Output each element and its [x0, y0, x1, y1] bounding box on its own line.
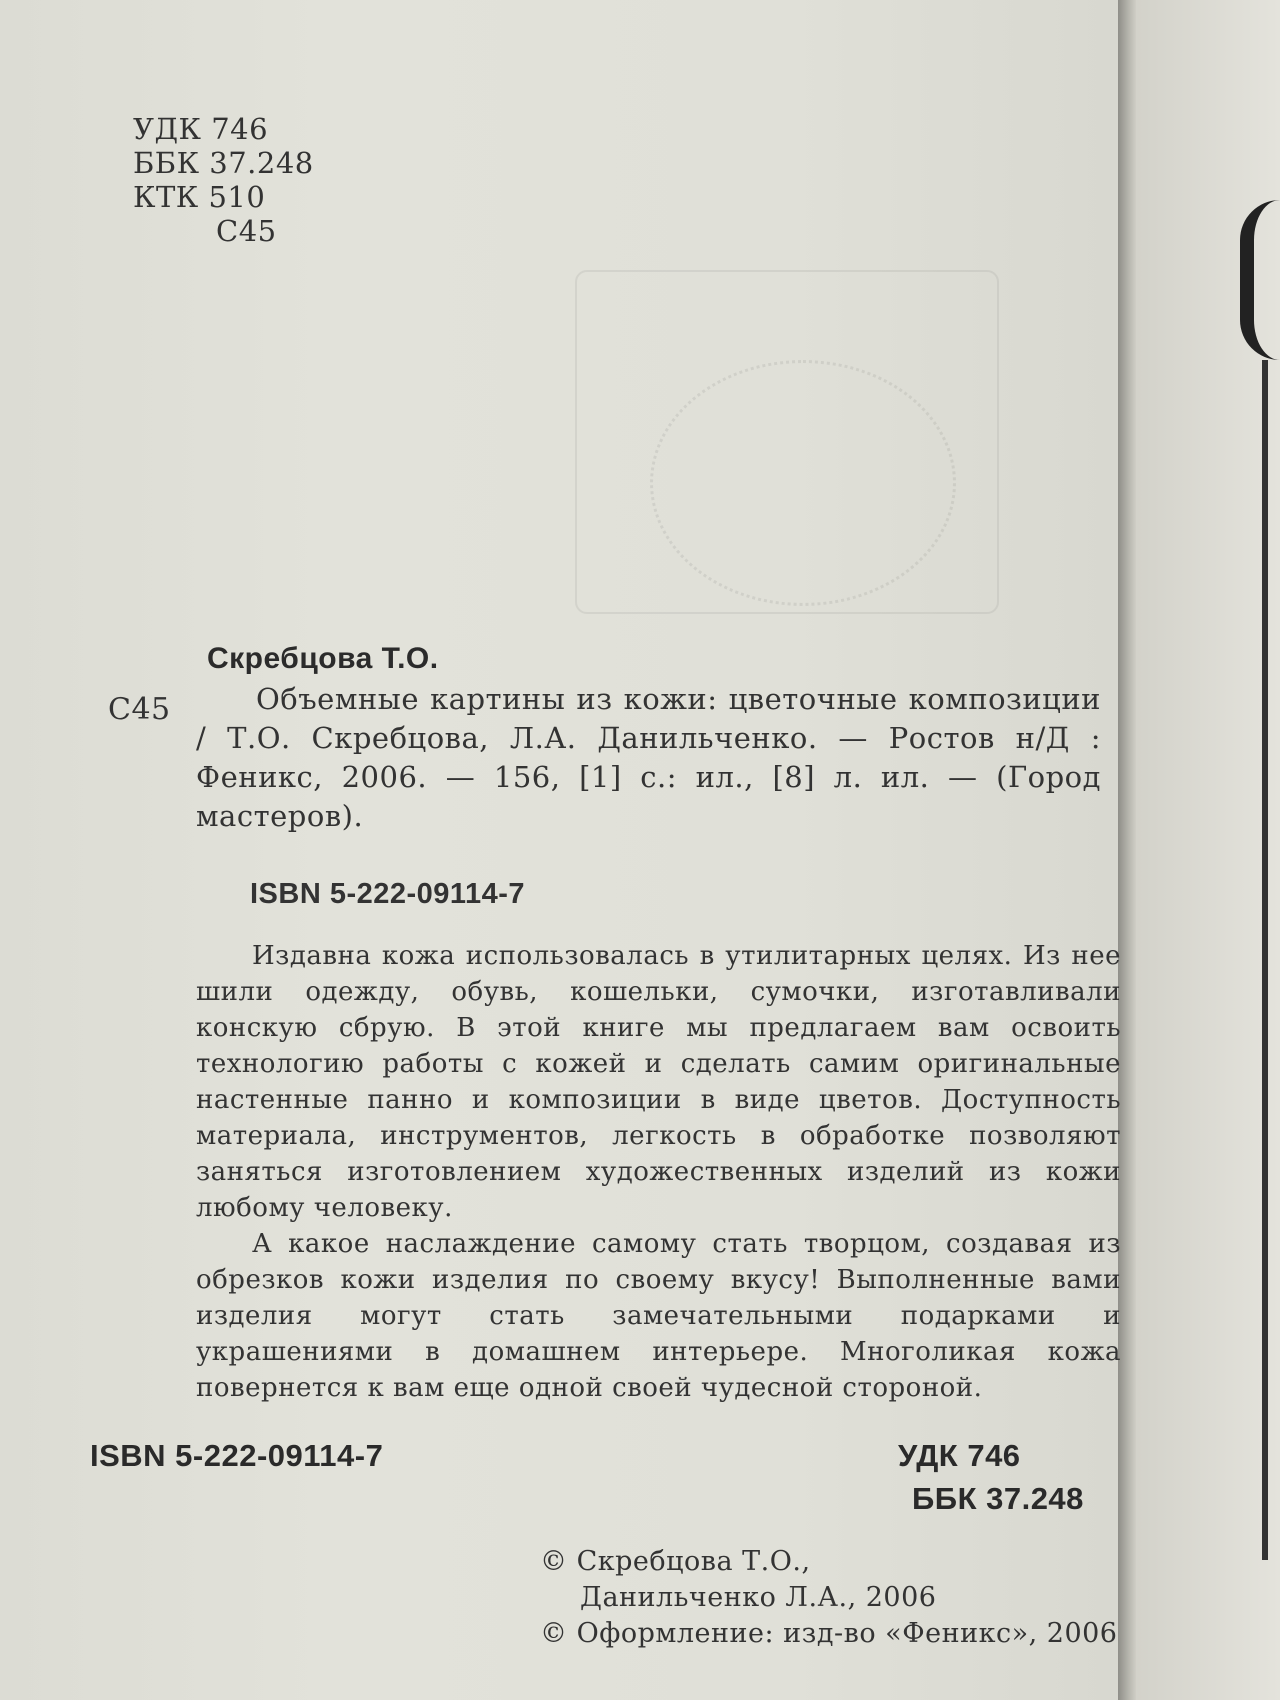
copyright-authors: © Скребцова Т.О.,: [540, 1546, 811, 1577]
bbk-code: ББК 37.248: [133, 146, 314, 180]
annotation: [196, 938, 1121, 1406]
annotation-paragraph-1: Издавна кожа использовалась в утилитарных целях. Из нее шили одежду, обувь, кошельки, сумочки, изготавливали конскую сбрую. В этой книге мы предлагаем вам освоить технологию работы с кожей и сделать самим оригинальные настенные панно и композиции в виде цветов. Доступность материала, инструментов, легкость в обработке позволяют заняться изготовлением художественных изделий из кожи любому человеку.: [196, 941, 1121, 1223]
isbn-record: ISBN 5-222-09114-7: [250, 878, 525, 910]
author-mark: С45: [216, 214, 277, 248]
udk-footer: УДК 746: [898, 1438, 1021, 1473]
copyright-design: © Оформление: изд-во «Феникс», 2006: [540, 1618, 1118, 1649]
udk-code: УДК 746: [133, 112, 269, 146]
bibliographic-description: Объемные картины из кожи: цветочные композиции / Т.О. Скребцова, Л.А. Данильченко. — Ростов н/Д : Феникс, 2006. — 156, [1] с.: ил., [8] л. ил. — (Город мастеров).: [196, 682, 1101, 833]
annotation-paragraph-2: А какое наслаждение самому стать творцом, создавая из обрезков кожи изделия по своему вкусу! Выполненные вами изделия могут стать замечательными подарками и украшениями в домашнем интерьере. Многоликая кожа повернется к вам еще одной своей чудесной стороной.: [196, 1229, 1121, 1403]
copyright-coauthor: Данильченко Л.А., 2006: [580, 1582, 937, 1613]
ktk-code: КТК 510: [133, 180, 266, 214]
isbn-footer: ISBN 5-222-09114-7: [90, 1438, 384, 1473]
book-gutter: [1118, 0, 1136, 1700]
author-name: Скребцова Т.О.: [207, 642, 439, 675]
ornament-border-line: [1262, 360, 1280, 1560]
bbk-footer: ББК 37.248: [912, 1481, 1084, 1516]
ornament-border: [1240, 200, 1280, 360]
author-mark-left: С45: [108, 692, 171, 727]
show-through-ornament: [650, 360, 956, 606]
